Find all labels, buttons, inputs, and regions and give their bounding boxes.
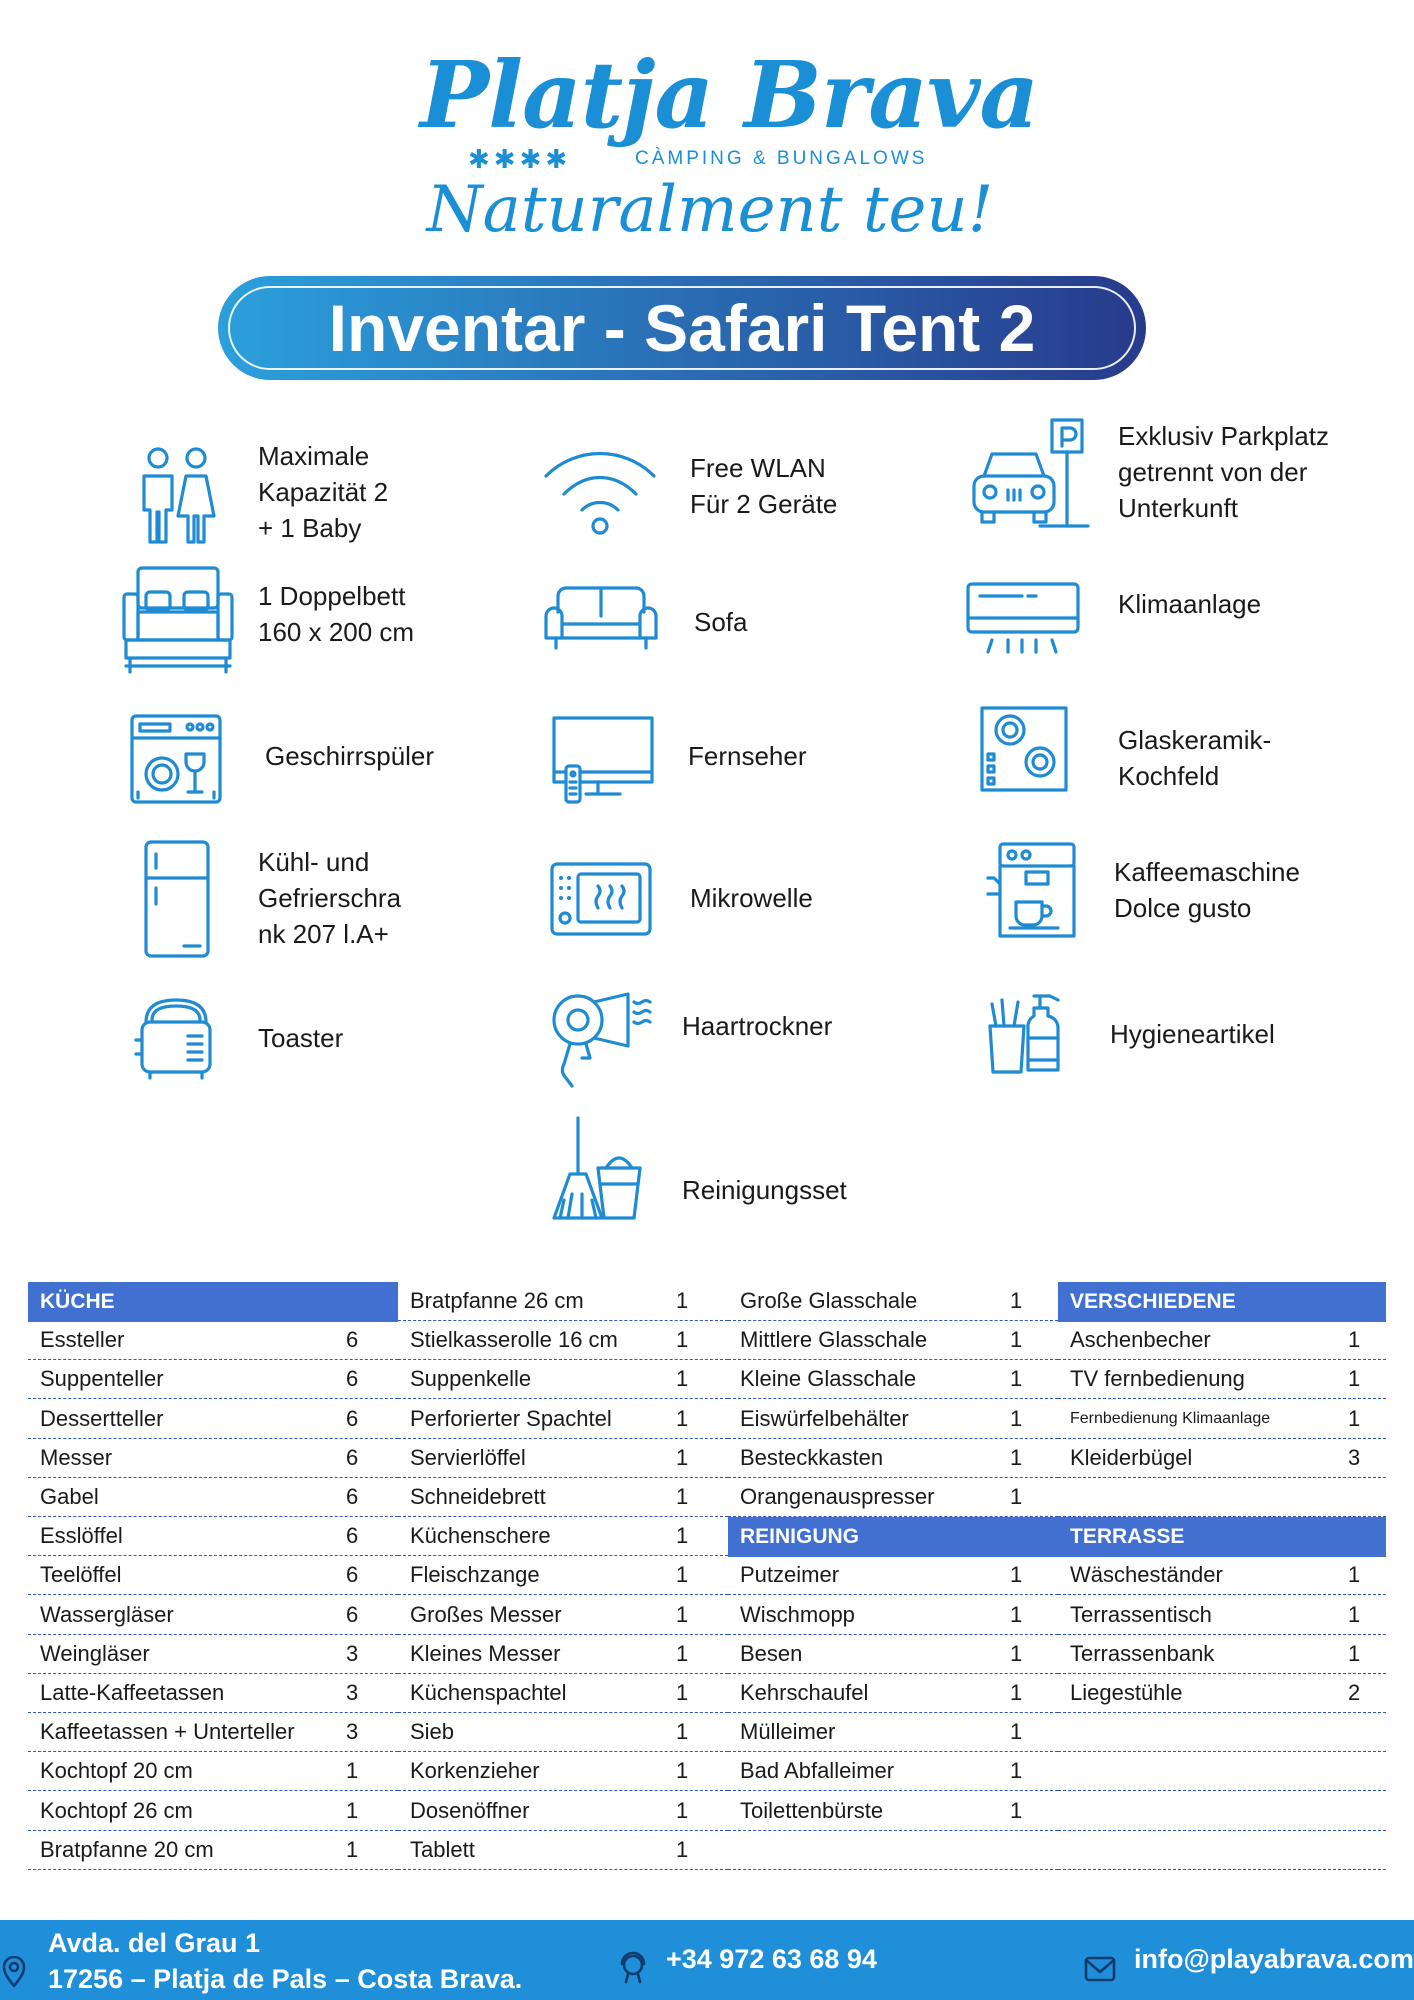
table-row — [28, 1596, 398, 1635]
item-name: Servierlöffel — [410, 1444, 526, 1470]
table-row — [398, 1596, 728, 1635]
amenity-toaster-label: Toaster — [258, 1023, 344, 1053]
item-qty: 1 — [1010, 1484, 1023, 1509]
item-qty: 6 — [346, 1327, 359, 1353]
table-row — [728, 1439, 1058, 1478]
air-conditioner-icon — [966, 582, 1080, 656]
item-name: Putzeimer — [740, 1562, 840, 1588]
item-name: Eiswürfelbehälter — [740, 1405, 909, 1431]
table-row — [728, 1400, 1058, 1439]
item-qty: 2 — [1348, 1680, 1361, 1705]
footer — [0, 1920, 1414, 2000]
section-header-terrace — [1058, 1517, 1386, 1557]
item-qty: 6 — [346, 1444, 359, 1470]
table-row — [398, 1282, 728, 1321]
item-qty: 1 — [1010, 1601, 1023, 1627]
item-name: Terrassenbank — [1070, 1640, 1215, 1666]
table-row — [398, 1556, 728, 1595]
item-name: Messer — [40, 1444, 113, 1470]
table-row-empty — [1058, 1752, 1386, 1791]
item-qty: 1 — [676, 1523, 689, 1549]
table-row — [28, 1635, 398, 1674]
table-row — [398, 1400, 728, 1439]
cleaning-set-icon — [552, 1114, 644, 1220]
item-name: Latte-Kaffeetassen — [40, 1680, 225, 1705]
table-row — [28, 1360, 398, 1399]
item-qty: 1 — [1348, 1405, 1361, 1431]
item-name: Küchenschere — [410, 1523, 551, 1549]
item-qty: 6 — [346, 1366, 359, 1392]
table-row — [728, 1752, 1058, 1791]
table-row — [398, 1517, 728, 1556]
item-name: Schneidebrett — [410, 1484, 546, 1509]
section-header-cleaning — [728, 1517, 1058, 1557]
amenity-sofa-label: Sofa — [694, 607, 748, 637]
item-qty: 1 — [676, 1601, 689, 1627]
toiletries-icon — [986, 990, 1066, 1076]
section-header-misc-label: VERSCHIEDENE — [1070, 1290, 1236, 1313]
amenity-coffee-label-2: Dolce gusto — [1114, 893, 1252, 923]
table-row — [728, 1792, 1058, 1831]
item-name: Terrassentisch — [1070, 1601, 1212, 1627]
item-qty: 1 — [676, 1405, 689, 1431]
table-row — [28, 1556, 398, 1595]
table-row — [28, 1831, 398, 1870]
amenity-fridge-label-3: nk 207 l.A+ — [258, 919, 389, 949]
amenity-parking-label-1: Exklusiv Parkplatz — [1118, 421, 1329, 451]
table-row — [728, 1321, 1058, 1360]
item-name: Gabel — [40, 1484, 99, 1509]
item-name: Perforierter Spachtel — [410, 1405, 612, 1431]
table-row — [28, 1713, 398, 1752]
item-qty: 1 — [1010, 1327, 1023, 1353]
sofa-icon — [544, 586, 658, 656]
table-row — [728, 1360, 1058, 1399]
item-name: Tablett — [410, 1836, 475, 1862]
item-name: Kochtopf 26 cm — [40, 1797, 193, 1823]
amenity-capacity-label-2: Kapazität 2 — [258, 477, 389, 507]
item-name: Aschenbecher — [1070, 1327, 1211, 1353]
item-qty: 1 — [676, 1288, 689, 1313]
table-row-empty — [728, 1831, 1058, 1870]
item-name: Fernbedienung Klimaanlage — [1070, 1409, 1271, 1427]
item-qty: 1 — [676, 1366, 689, 1392]
item-qty: 3 — [346, 1680, 359, 1705]
item-name: Teelöffel — [40, 1562, 122, 1588]
amenity-capacity-label-3: + 1 Baby — [258, 513, 362, 543]
item-name: Besteckkasten — [740, 1444, 884, 1470]
item-qty: 1 — [676, 1680, 689, 1705]
amenity-hygiene-label: Hygieneartikel — [1110, 1019, 1275, 1049]
wifi-icon — [540, 440, 660, 540]
item-qty: 1 — [1010, 1562, 1023, 1588]
section-header-kitchen-label: KÜCHE — [40, 1290, 115, 1313]
table-row — [28, 1478, 398, 1517]
table-row — [398, 1831, 728, 1870]
item-qty: 1 — [676, 1484, 689, 1509]
amenity-microwave-label: Mikrowelle — [690, 883, 813, 913]
table-row — [1058, 1439, 1386, 1478]
item-name: Mittlere Glasschale — [740, 1327, 928, 1353]
item-qty: 1 — [676, 1719, 689, 1745]
item-name: Sieb — [410, 1719, 455, 1745]
item-qty: 3 — [346, 1719, 359, 1745]
logo-subtitle: CÀMPING & BUNGALOWS — [635, 148, 928, 169]
logo-brand: Platja Brava — [420, 41, 1039, 149]
table-row — [28, 1321, 398, 1360]
amenity-cleaning-label: Reinigungsset — [682, 1175, 847, 1205]
item-name: Dosenöffner — [410, 1797, 530, 1823]
table-row — [28, 1400, 398, 1439]
table-row — [398, 1752, 728, 1791]
footer-address-line1: Avda. del Grau 1 — [48, 1928, 261, 1958]
amenity-aircon-label: Klimaanlage — [1118, 589, 1262, 619]
item-name: Esslöffel — [40, 1523, 123, 1549]
tv-icon — [552, 716, 656, 806]
table-row — [1058, 1635, 1386, 1674]
amenity-fridge-label-2: Gefrierschra — [258, 883, 402, 913]
item-qty: 6 — [346, 1601, 359, 1627]
item-name: Suppenkelle — [410, 1366, 532, 1392]
item-name: Große Glasschale — [740, 1288, 918, 1313]
item-qty: 1 — [676, 1327, 689, 1353]
table-row — [728, 1674, 1058, 1713]
item-name: Kehrschaufel — [740, 1680, 869, 1705]
toaster-icon — [134, 996, 218, 1082]
table-row — [398, 1635, 728, 1674]
item-name: Wäscheständer — [1070, 1562, 1223, 1588]
item-name: Toilettenbürste — [740, 1797, 884, 1823]
amenity-fridge-label-1: Kühl- und — [258, 847, 370, 877]
item-qty: 1 — [1010, 1288, 1023, 1313]
table-row-empty — [1058, 1713, 1386, 1752]
item-qty: 1 — [676, 1640, 689, 1666]
logo-stars: ✱✱✱✱ — [468, 144, 572, 174]
table-row — [728, 1635, 1058, 1674]
table-row — [398, 1439, 728, 1478]
item-qty: 3 — [346, 1640, 359, 1666]
item-name: Großes Messer — [410, 1601, 562, 1627]
amenity-hob-label-1: Glaskeramik- — [1118, 725, 1272, 755]
item-name: Kochtopf 20 cm — [40, 1758, 193, 1784]
amenity-capacity-label-1: Maximale — [258, 441, 370, 471]
phone-icon — [618, 1950, 648, 1984]
table-row — [398, 1360, 728, 1399]
item-qty: 1 — [1010, 1366, 1023, 1392]
item-qty: 1 — [676, 1836, 689, 1862]
item-qty: 6 — [346, 1405, 359, 1431]
item-name: Besen — [740, 1640, 803, 1666]
footer-phone[interactable]: +34 972 63 68 94 — [666, 1944, 877, 1974]
item-qty: 1 — [1348, 1327, 1361, 1353]
amenity-wifi-label-1: Free WLAN — [690, 453, 826, 483]
table-row — [728, 1282, 1058, 1321]
item-name: Weingläser — [40, 1640, 150, 1666]
section-header-misc — [1058, 1282, 1386, 1322]
parking-icon — [970, 418, 1090, 528]
item-qty: 1 — [1348, 1366, 1361, 1392]
item-qty: 1 — [1348, 1562, 1361, 1588]
table-row — [28, 1674, 398, 1713]
table-row — [1058, 1400, 1386, 1439]
item-name: Korkenzieher — [410, 1758, 540, 1784]
table-row — [28, 1792, 398, 1831]
amenity-parking-label-2: getrennt von der — [1118, 457, 1308, 487]
table-row — [398, 1792, 728, 1831]
table-row — [28, 1752, 398, 1791]
item-qty: 1 — [1010, 1405, 1023, 1431]
item-name: Bratpfanne 20 cm — [40, 1836, 214, 1862]
amenity-hairdryer-label: Haartrockner — [682, 1011, 833, 1041]
item-qty: 1 — [1348, 1601, 1361, 1627]
table-row — [1058, 1360, 1386, 1399]
item-name: TV fernbedienung — [1070, 1366, 1245, 1392]
table-row — [398, 1674, 728, 1713]
item-qty: 6 — [346, 1562, 359, 1588]
amenity-dishwasher-label: Geschirrspüler — [265, 741, 435, 771]
people-icon — [120, 440, 230, 550]
item-qty: 6 — [346, 1484, 359, 1509]
table-row — [1058, 1596, 1386, 1635]
table-row-empty — [1058, 1831, 1386, 1870]
item-qty: 1 — [676, 1758, 689, 1784]
email-icon — [1084, 1956, 1116, 1982]
item-qty: 1 — [346, 1836, 359, 1862]
item-name: Kleines Messer — [410, 1640, 561, 1666]
item-qty: 1 — [676, 1444, 689, 1470]
table-row — [398, 1478, 728, 1517]
table-row — [728, 1596, 1058, 1635]
item-name: Wischmopp — [740, 1601, 855, 1627]
table-row — [728, 1556, 1058, 1595]
logo — [420, 40, 1039, 250]
section-header-kitchen — [28, 1282, 398, 1322]
item-qty: 1 — [1010, 1797, 1023, 1823]
item-name: Bratpfanne 26 cm — [410, 1288, 584, 1313]
item-qty: 6 — [346, 1523, 359, 1549]
item-qty: 1 — [1010, 1680, 1023, 1705]
item-qty: 1 — [1010, 1719, 1023, 1745]
cooktop-icon — [980, 706, 1068, 792]
amenity-parking-label-3: Unterkunft — [1118, 493, 1238, 523]
item-name: Orangenauspresser — [740, 1484, 935, 1509]
amenity-hob-label-2: Kochfeld — [1118, 761, 1220, 791]
amenity-coffee-label-1: Kaffeemaschine — [1114, 857, 1300, 887]
item-name: Mülleimer — [740, 1719, 836, 1745]
item-name: Suppenteller — [40, 1366, 164, 1392]
section-header-terrace-label: TERRASSE — [1070, 1525, 1185, 1549]
item-name: Wassergläser — [40, 1601, 174, 1627]
title-banner — [218, 276, 1146, 380]
item-qty: 1 — [676, 1797, 689, 1823]
item-name: Stielkasserolle 16 cm — [410, 1327, 618, 1353]
fridge-icon — [142, 840, 212, 960]
item-name: Essteller — [40, 1327, 125, 1353]
table-row — [398, 1321, 728, 1360]
item-qty: 1 — [676, 1562, 689, 1588]
footer-email[interactable]: info@playabrava.com — [1134, 1944, 1414, 1974]
table-row — [28, 1439, 398, 1478]
amenity-bed-label-1: 1 Doppelbett — [258, 581, 406, 611]
item-name: Bad Abfalleimer — [740, 1758, 895, 1784]
item-name: Kaffeetassen + Unterteller — [40, 1719, 295, 1745]
item-qty: 1 — [346, 1797, 359, 1823]
logo-slogan: Naturalment teu! — [426, 173, 994, 247]
item-name: Kleiderbügel — [1070, 1444, 1193, 1470]
item-qty: 1 — [1010, 1640, 1023, 1666]
item-name: Küchenspachtel — [410, 1680, 567, 1705]
table-row — [398, 1713, 728, 1752]
item-qty: 3 — [1348, 1444, 1361, 1470]
item-name: Liegestühle — [1070, 1680, 1183, 1705]
table-row — [728, 1713, 1058, 1752]
coffee-machine-icon — [986, 842, 1076, 942]
item-name: Kleine Glasschale — [740, 1366, 917, 1392]
footer-address-line2: 17256 – Platja de Pals – Costa Brava. — [48, 1964, 523, 1994]
table-row — [728, 1478, 1058, 1517]
location-icon — [2, 1956, 26, 1988]
amenity-bed-label-2: 160 x 200 cm — [258, 617, 415, 647]
table-row — [28, 1517, 398, 1556]
dishwasher-icon — [130, 714, 222, 804]
item-qty: 1 — [346, 1758, 359, 1784]
microwave-icon — [550, 860, 654, 940]
item-qty: 1 — [1010, 1444, 1023, 1470]
item-name: Fleischzange — [410, 1562, 540, 1588]
table-row — [1058, 1321, 1386, 1360]
item-qty: 1 — [1010, 1758, 1023, 1784]
table-row-empty — [1058, 1478, 1386, 1517]
item-name: Dessertteller — [40, 1405, 164, 1431]
page-title: Inventar - Safari Tent 2 — [328, 291, 1036, 365]
hair-dryer-icon — [546, 992, 660, 1088]
table-row — [1058, 1674, 1386, 1713]
amenity-tv-label: Fernseher — [688, 741, 807, 771]
bed-icon — [122, 566, 234, 676]
table-row — [1058, 1556, 1386, 1595]
amenity-wifi-label-2: Für 2 Geräte — [690, 489, 838, 519]
section-header-cleaning-label: REINIGUNG — [740, 1525, 860, 1549]
item-qty: 1 — [1348, 1640, 1361, 1666]
table-row-empty — [1058, 1792, 1386, 1831]
